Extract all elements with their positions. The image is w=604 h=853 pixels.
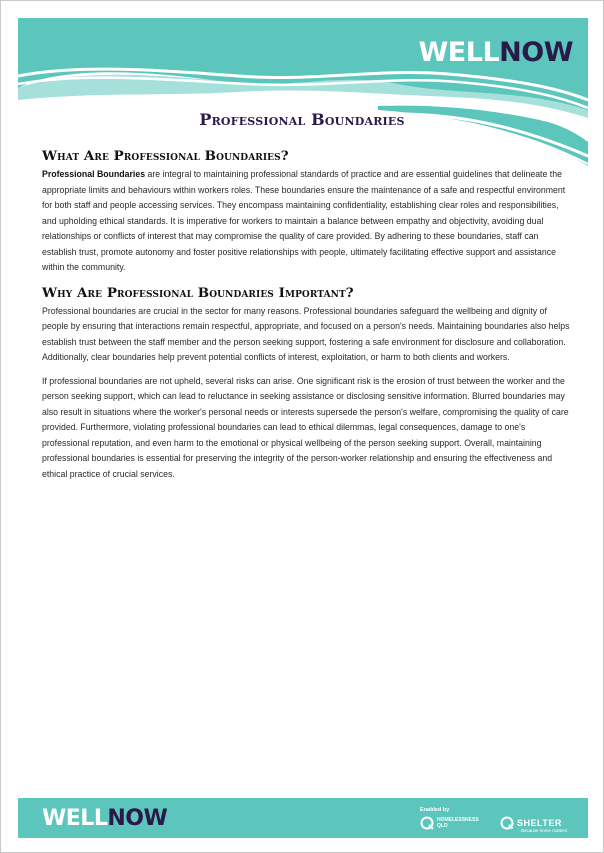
- enabled-by-label: Enabled by: [420, 807, 450, 813]
- footer-logo-text-well: WELL: [42, 806, 108, 831]
- section-heading: Why Are Professional Boundaries Important?: [42, 284, 354, 301]
- shelter-icon: [500, 816, 514, 830]
- section-heading: What Are Professional Boundaries?: [42, 148, 289, 164]
- footer-logo-text-now: NOW: [107, 806, 168, 831]
- homelessness-qld-text: HOMELESSNESS QLD: [437, 817, 479, 829]
- shelter-logo: [500, 816, 568, 833]
- paragraph-text: are integral to maintaining professional standards of practice and are essential guidelines that delineate the appropriate limits and behaviours within workers roles. These boundaries ensure the maintenance of a safe and respectful environment for both staff and people accessing services. They encompass maintaining confidentiality, establishing clear roles and responsibilities, and upholding ethical standards. It is imperative for workers to maintain a balance between empathy and objectivity, avoiding dual relationships or conflicts of interest that may compromise the quality of care provided. By adhering to these boundaries, staff can establish trust, promote autonomy and foster positive relationships with people, ultimately facilitating effective support and assistance within the community.: [42, 169, 566, 272]
- footer-wellnow-logo: [42, 808, 167, 830]
- page-title: Professional Boundaries: [199, 110, 405, 129]
- shelter-text: SHELTER: [517, 818, 562, 828]
- logo-text-now: NOW: [499, 37, 573, 68]
- section-what-are: [42, 147, 570, 276]
- homelessness-qld-logo: [420, 816, 481, 830]
- wellnow-logo: [419, 39, 573, 66]
- section-why-important: [42, 284, 570, 483]
- paragraph: Professional boundaries are crucial in the sector for many reasons. Professional boundaries safeguard the wellbeing and dignity of people by ensuring that interactions remain respectful, appropriate, and focused on a person's needs. Maintaining boundaries also helps establish trust between the staff member and the person seeking support, fostering a safe environment for disclosure and collaboration. Additionally, clear boundaries help prevent potential conflicts of interest, exploitation, or harm to both clients and workers.: [42, 305, 570, 362]
- lead-term: Professional Boundaries: [42, 169, 146, 179]
- logo-text-well: WELL: [418, 37, 500, 68]
- homelessness-qld-icon: [420, 816, 434, 830]
- footer-band: [18, 798, 588, 838]
- paragraph: If professional boundaries are not upheld, several risks can arise. One significant risk is the erosion of trust between the worker and the person seeking support, which can lead to reluctance in seeking assistance or disclosing sensitive information. Blurred boundaries may also result in situations where the worker's personal needs or interests supersede the person's welfare, compromising the quality of care provided. Furthermore, violating professional boundaries can lead to ethical dilemmas, legal consequences, damage to one's professional reputation, and even harm to the emotional or physical wellbeing of the person seeking support. Overall, maintaining professional boundaries is essential for preserving the integrity of the person-worker relationship and ensuring the effectiveness and ethical practice of crucial services.: [42, 375, 569, 479]
- shelter-tagline: Because home matters: [521, 828, 568, 833]
- document-body: [42, 147, 570, 490]
- paragraph: [42, 167, 570, 276]
